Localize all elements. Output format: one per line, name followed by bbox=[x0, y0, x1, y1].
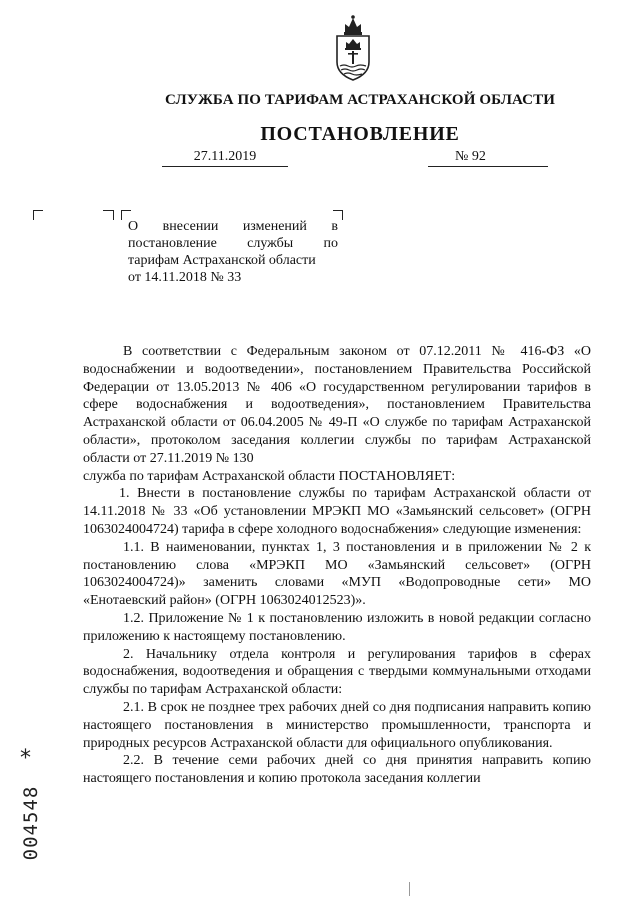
registration-stamp bbox=[12, 748, 52, 898]
subject-line: от 14.11.2018 № 33 bbox=[128, 270, 242, 285]
clause-2-1: 2.1. В срок не позднее трех рабочих дней со дня подписания направить копию настоящего постановления в министерство промышленности, транспорта и природных ресурсов Астраханской области для официального опубликования. bbox=[83, 699, 591, 751]
document-body bbox=[83, 343, 591, 788]
subject-line: О внесении изменений в bbox=[128, 219, 338, 234]
scan-artifact-mark bbox=[409, 882, 410, 896]
organization-name: СЛУЖБА ПО ТАРИФАМ АСТРАХАНСКОЙ ОБЛАСТИ bbox=[165, 92, 555, 108]
clause-2: 2. Начальнику отдела контроля и регулирования тарифов в сферах водоснабжения, водоотведения и обращения с твердыми коммунальными отходами службы по тарифам Астраханской области: bbox=[83, 646, 591, 698]
subject-line: тарифам Астраханской области bbox=[128, 253, 316, 268]
document-number: № 92 bbox=[455, 149, 486, 164]
stamp-serial-number: 004548 bbox=[20, 785, 42, 861]
resolution-line: служба по тарифам Астраханской области ПОСТАНОВЛЯЕТ: bbox=[83, 468, 456, 484]
corner-mark-left bbox=[33, 210, 43, 220]
document-type-title: ПОСТАНОВЛЕНИЕ bbox=[260, 123, 460, 145]
subject-line: постановление службы по bbox=[128, 236, 338, 251]
asterisk-mark: * bbox=[20, 746, 31, 771]
clause-1-2: 1.2. Приложение № 1 к постановлению изложить в новой редакции согласно приложению к настоящему постановлению. bbox=[83, 610, 591, 644]
document-number-field bbox=[428, 149, 548, 167]
document-date: 27.11.2019 bbox=[162, 149, 288, 167]
corner-mark-left-close bbox=[103, 210, 114, 220]
clause-1: 1. Внести в постановление службы по тарифам Астраханской области от 14.11.2018 № 33 «Об установлении МРЭКП МО «Замьянский сельсовет» (ОГРН 1063024004724) тарифа в сфере холодного водоснабжения» следующие изменения: bbox=[83, 486, 591, 537]
astrakhan-coat-of-arms-icon bbox=[331, 12, 375, 82]
document-subject bbox=[128, 218, 338, 286]
clause-2-2: 2.2. В течение семи рабочих дней со дня принятия направить копию настоящего постановления и копию протокола заседания коллегии bbox=[83, 753, 591, 787]
preamble-paragraph: В соответствии с Федеральным законом от 07.12.2011 № 416-ФЗ «О водоснабжении и водоотведении», постановлением Правительства Российской Федерации от 13.05.2013 № 406 «О государственном регулировании тарифов в сфере водоснабжения и водоотведения», постановлением Правительства Астраханской области от 06.04.2005 № 49-П «О службе по тарифам Астраханской области», протоколом заседания коллегии службы по тарифам Астраханской области от 27.11.2019 № 130 bbox=[83, 344, 591, 466]
clause-1-1: 1.1. В наименовании, пунктах 1, 3 постановления и в приложении № 2 к постановлению слова «МРЭКП МО «Замьянский сельсовет» (ОГРН 1063024004724)» заменить словами «МУП «Водопроводные сети» МО «Енотаевский район» (ОГРН 1063024012523)». bbox=[83, 539, 591, 609]
